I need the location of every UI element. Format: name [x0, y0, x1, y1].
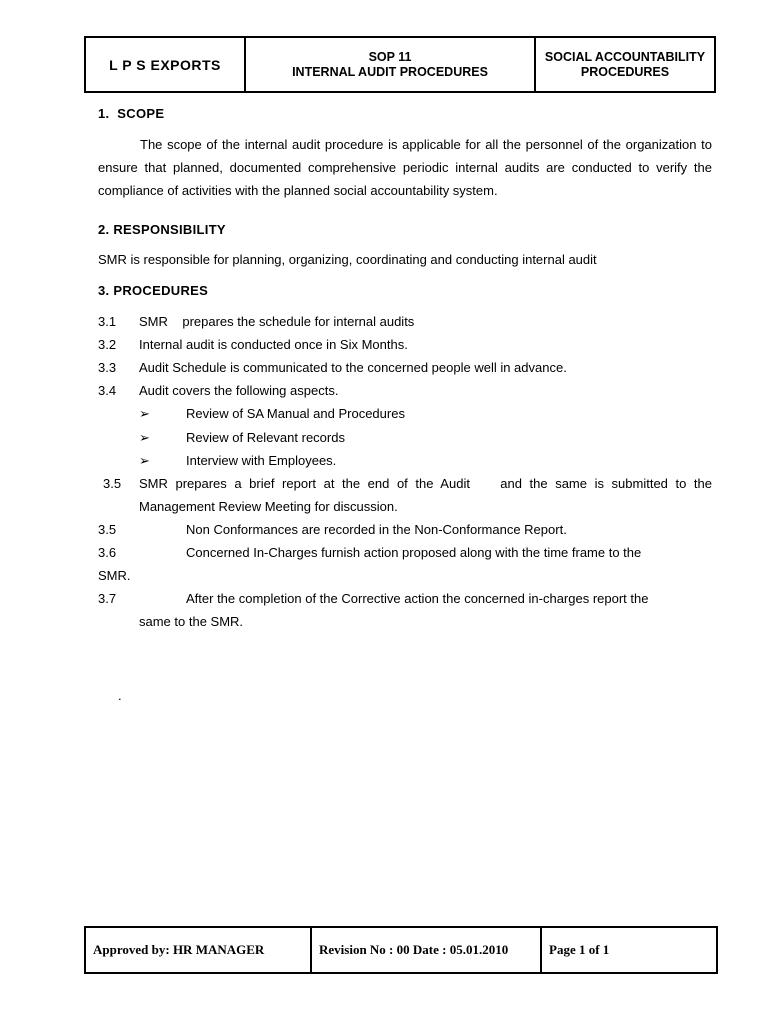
item-number: 3.5: [98, 522, 117, 537]
scope-paragraph: The scope of the internal audit procedure is applicable for all the personnel of the organization to ensure that planned, documented comprehensive periodic internal audits are conducted to verify the compliance of activities with the planned social accountability system.: [98, 137, 712, 198]
scope-heading: [98, 106, 164, 121]
arrow-bullet-icon: ➢: [139, 453, 150, 468]
arrow-bullet-icon: ➢: [139, 406, 150, 421]
revision-date: Revision No : 00 Date : 05.01.2010: [312, 928, 542, 972]
sop-cell: [246, 38, 536, 91]
item-number: 3.1: [98, 314, 117, 329]
procedures-heading: 3. PROCEDURES: [98, 283, 209, 298]
item-text: Audit covers the following aspects.: [139, 383, 339, 398]
item-text: Non Conformances are recorded in the Non-Conformance Report.: [186, 522, 567, 537]
company-name: L P S EXPORTS: [86, 38, 246, 91]
scope-heading-text: SCOPE: [117, 106, 165, 121]
item-number: 3.2: [98, 337, 117, 352]
category-line-1: SOCIAL ACCOUNTABILITY: [544, 49, 706, 64]
stray-mark: .: [118, 688, 122, 703]
sop-title: INTERNAL AUDIT PROCEDURES: [292, 64, 488, 79]
responsibility-heading: 2. RESPONSIBILITY: [98, 222, 226, 237]
item-text: SMR prepares the schedule for internal audits: [139, 314, 415, 329]
arrow-bullet-icon: ➢: [139, 430, 150, 445]
item-number: 3.5: [103, 476, 122, 491]
sop-number: SOP 11: [368, 49, 412, 64]
item-text-continuation: SMR.: [98, 568, 131, 583]
item-text: SMR prepares a brief report at the end of the Audit and the same is submitted to the Management Review Meeting for discussion.: [139, 476, 716, 514]
bullet-text: Interview with Employees.: [186, 453, 337, 468]
item-number: 3.7: [98, 591, 117, 606]
bullet-text: Review of Relevant records: [186, 430, 345, 445]
category-cell: [536, 38, 714, 91]
item-number: 3.4: [98, 383, 117, 398]
item-text: After the completion of the Corrective action the concerned in-charges report the: [186, 591, 649, 606]
document-header: [84, 36, 716, 93]
approved-by: Approved by: HR MANAGER: [86, 928, 312, 972]
item-number: 3.3: [98, 360, 117, 375]
scope-heading-number: 1.: [98, 106, 110, 121]
item-text: Internal audit is conducted once in Six Months.: [139, 337, 408, 352]
responsibility-paragraph: SMR is responsible for planning, organizing, coordinating and conducting internal audit: [98, 252, 597, 267]
item-text: Concerned In-Charges furnish action proposed along with the time frame to the: [186, 545, 642, 560]
category-line-2: PROCEDURES: [580, 64, 670, 79]
item-number: 3.6: [98, 545, 117, 560]
item-text: Audit Schedule is communicated to the concerned people well in advance.: [139, 360, 567, 375]
bullet-text: Review of SA Manual and Procedures: [186, 406, 405, 421]
document-footer: [84, 926, 718, 974]
item-text-continuation: same to the SMR.: [139, 614, 244, 629]
page-number: Page 1 of 1: [549, 942, 610, 957]
